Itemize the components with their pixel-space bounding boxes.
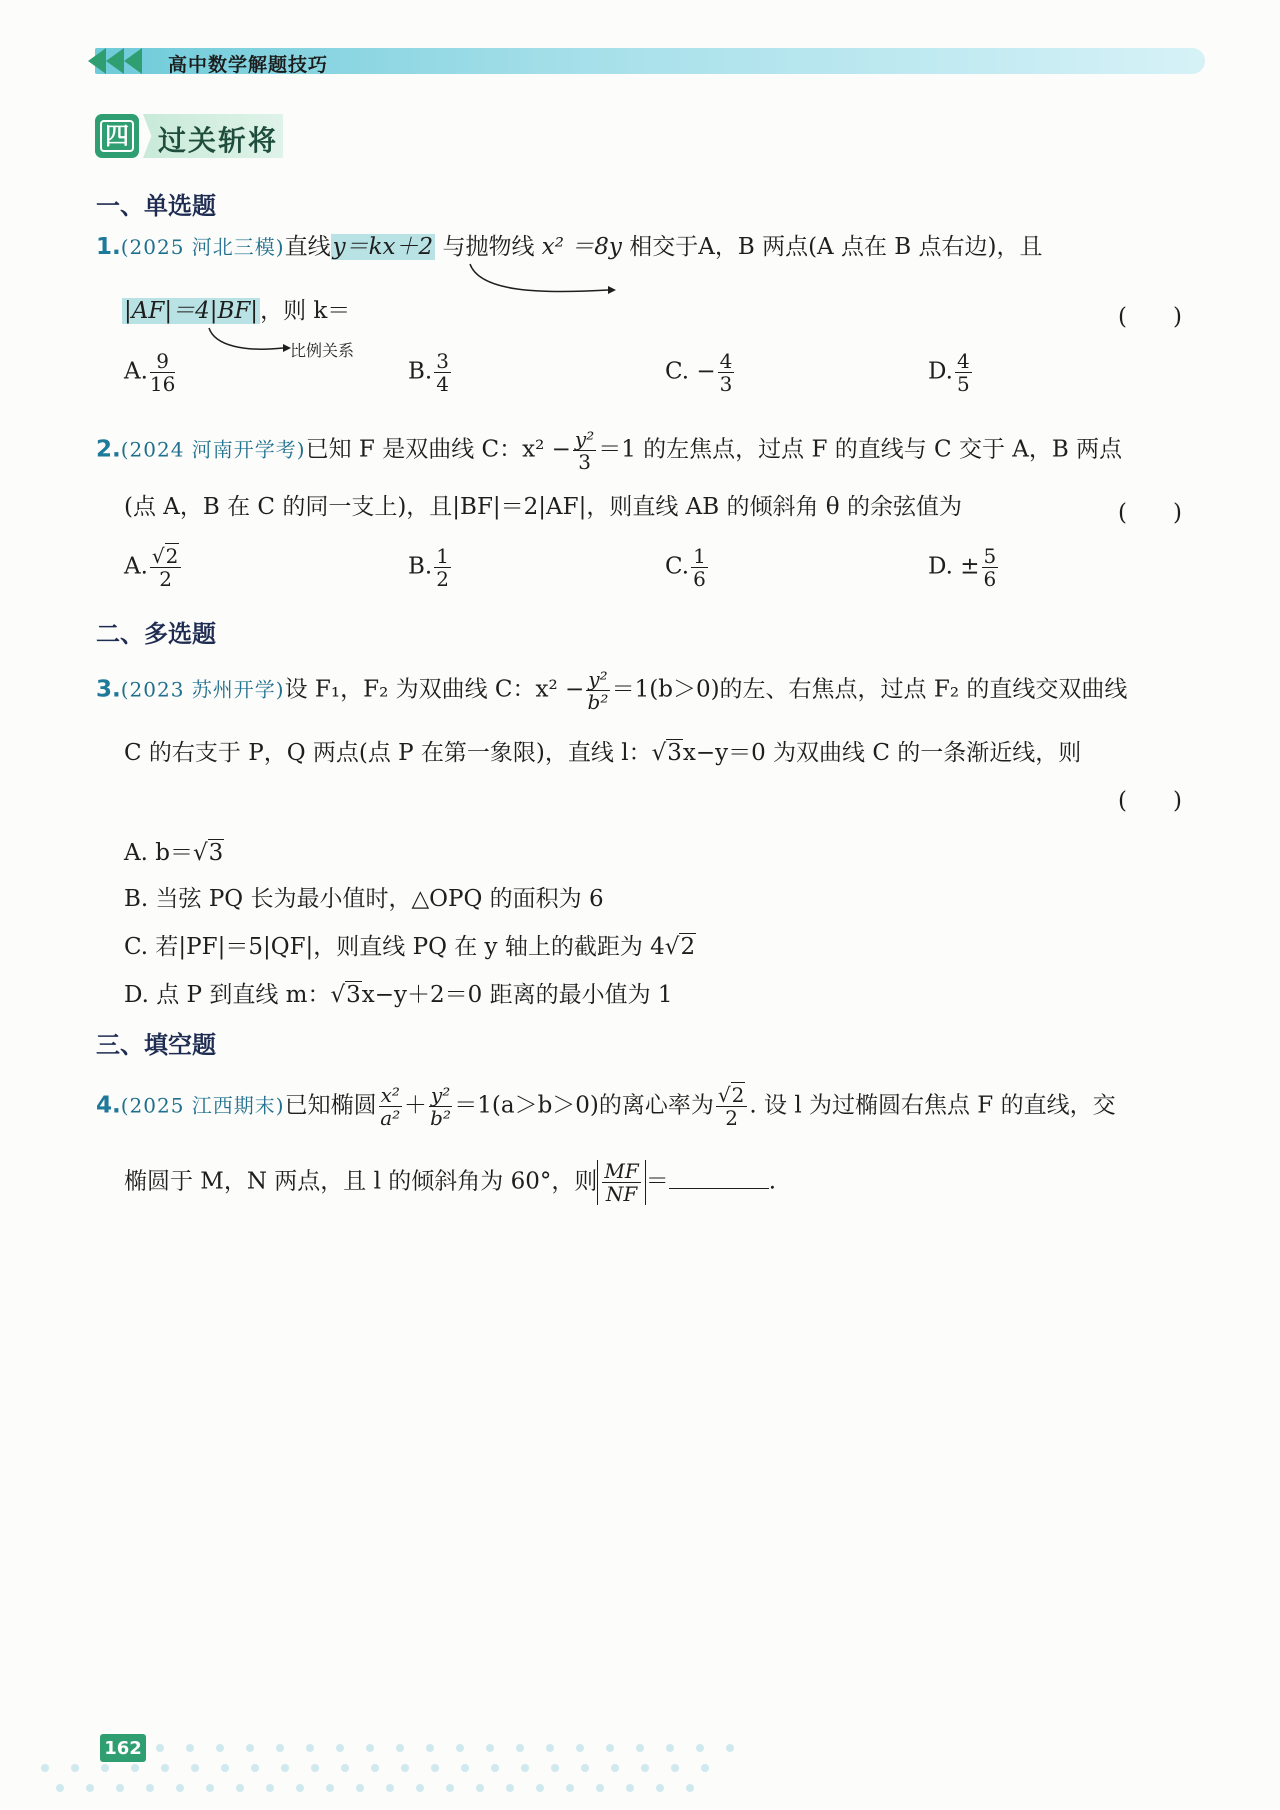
q1-annotation-arrow xyxy=(460,262,620,302)
q3-answer-paren[interactable]: ( ) xyxy=(1118,788,1182,814)
q1-option-a[interactable]: A. $\frac{9}{16}$ xyxy=(124,349,176,396)
section-badge: 四 xyxy=(95,114,139,158)
header-title: 高中数学解题技巧 xyxy=(168,54,329,76)
q2-line2: (点 A，B 在 C 的同一支上)，且|BF|＝2|AF|，则直线 AB 的倾斜角 θ 的余弦值为 xyxy=(124,494,962,520)
q1-line1: 1.(2025 河北三模)直线y＝kx＋2 与抛物线 x² ＝8y 相交于A，B 两点(A 点在 B 点右边)，且 xyxy=(96,234,1043,260)
q1-option-b[interactable]: B. $\frac{3}{4}$ xyxy=(408,349,449,396)
category-multi: 二、多选题 xyxy=(96,620,216,648)
q3-option-a[interactable]: A. b＝√3 xyxy=(124,840,224,866)
q1-annotation: 比例关系 xyxy=(290,341,355,360)
q2-option-b[interactable]: B. $\frac{1}{2}$ xyxy=(408,544,449,591)
q3-line1: 3.(2023 苏州开学)设 F₁，F₂ 为双曲线 C：x² − $\frac{\text{y²}}{\text{b²}}$ ＝1(b＞0)的左、右焦点，过点 F₂ 的直线交双曲线 xyxy=(96,667,1128,714)
q2-line1: 2.(2024 河南开学考)已知 F 是双曲线 C：x² − $\frac{\text{y²}}{3}$ ＝1 的左焦点，过点 F 的直线与 C 交于 A，B 两点 xyxy=(96,427,1123,474)
q1-line-equation: y＝kx＋2 xyxy=(332,234,434,260)
q1-option-d[interactable]: D. $\frac{4}{5}$ xyxy=(928,349,970,396)
page-number: 162 xyxy=(100,1734,146,1762)
q1-option-c[interactable]: C. − $\frac{4}{3}$ xyxy=(665,349,733,396)
q1-condition: |AF|＝4|BF| xyxy=(124,298,259,324)
q1-answer-paren[interactable]: ( ) xyxy=(1118,304,1182,330)
category-fill: 三、填空题 xyxy=(96,1031,216,1059)
q3-option-d[interactable]: D. 点 P 到直线 m：√3x−y＋2＝0 距离的最小值为 1 xyxy=(124,982,673,1008)
q3-line2: C 的右支于 P，Q 两点(点 P 在第一象限)，直线 l：√3x−y＝0 为双曲线 C 的一条渐近线，则 xyxy=(124,740,1082,766)
q3-option-b[interactable]: B. 当弦 PQ 长为最小值时，△OPQ 的面积为 6 xyxy=(124,886,604,912)
q3-option-c[interactable]: C. 若|PF|＝5|QF|，则直线 PQ 在 y 轴上的截距为 4√2 xyxy=(124,934,696,960)
q2-answer-paren[interactable]: ( ) xyxy=(1118,500,1182,526)
q1-line2: |AF|＝4|BF|，则 k＝ xyxy=(124,298,351,324)
q4-line1: 4.(2025 江西期末)已知椭圆 $\frac{\text{x²}}{\text{a²}}$ ＋ $\frac{\text{y²}}{\text{b²}}$ ＝1(a＞b＞0)的离心率为 $\frac{√2}{2}$ . 设 l 为过椭圆右焦点 F 的直线，交 xyxy=(96,1083,1116,1130)
q2-option-d[interactable]: D. ± $\frac{5}{6}$ xyxy=(928,544,997,591)
q4-answer-blank[interactable] xyxy=(669,1164,769,1189)
q1-annotation-arrow-2 xyxy=(205,326,295,356)
category-single: 一、单选题 xyxy=(96,192,216,220)
section-title: 过关斩将 xyxy=(158,124,279,157)
header-arrows-icon xyxy=(88,48,158,74)
q2-option-c[interactable]: C. $\frac{1}{6}$ xyxy=(665,544,706,591)
q2-option-a[interactable]: A. $\frac{√2}{2}$ xyxy=(124,545,183,590)
q4-line2: 椭圆于 M，N 两点，且 l 的倾斜角为 60°，则 $\frac{MF}{NF}$ ＝ . xyxy=(124,1159,777,1206)
